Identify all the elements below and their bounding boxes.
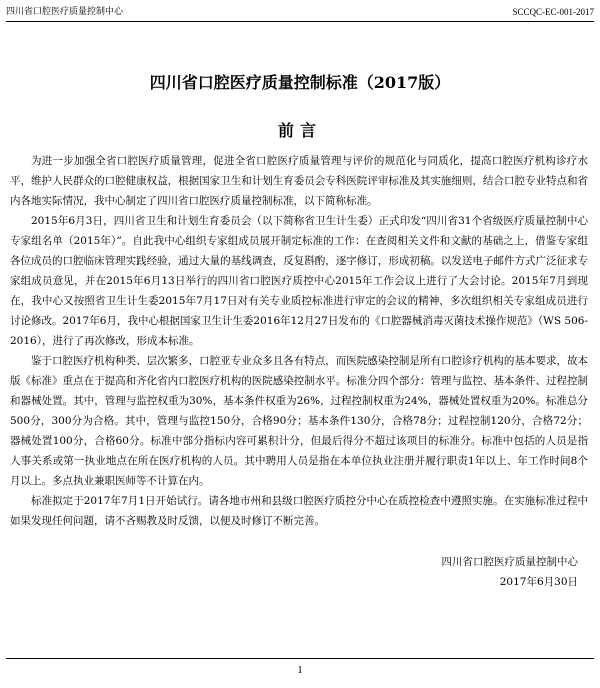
page-header — [6, 4, 594, 20]
paragraph: 鉴于口腔医疗机构种类、层次繁多，口腔亚专业众多且各有特点，而医院感染控制是所有口腔诊疗机构的基本要求，故本版《标准》重点在于提高和齐化省内口腔医疗机构的医院感染控制水平。标准分四个部分：管理与监控、基本条件、过程控制和器械处置。其中，管理与监控权重为30%，基本条件权重为26%，过程控制权重为24%，器械处置权重为20%。标准总分500分，300分为合格。其中，管理与监控150分，合格90分；基本条件130分，合格78分；过程控制120分，合格72分；器械处置100分，合格60分。标准中部分指标内容可累积计分，但最后得分不超过该项目的标准分。标准中包括的人员是指人事关系或第一执业地点在所在医疗机构的人员。其中聘用人员是指在本单位执业注册并履行职责1年以上、年工作时间8个月以上。多点执业兼职医师等不计算在内。 — [10, 355, 588, 487]
signature-block — [442, 552, 579, 592]
page-number: 1 — [297, 664, 303, 676]
header-org: 四川省口腔医疗质量控制中心 — [6, 7, 124, 17]
header-divider — [6, 21, 594, 22]
header-code: SCCQC-EC-001-2017 — [512, 7, 594, 17]
document-title: 四川省口腔医疗质量控制标准（2017版） — [149, 73, 451, 92]
signature-date: 2017年6月30日 — [499, 576, 578, 588]
paragraph: 2015年6月3日，四川省卫生和计划生育委员会（以下简称省卫生计生委）正式印发“四川省31个省级医疗质量控制中心专家组名单（2015年）”。自此我中心组织专家组成员展开制定标准的工作：在查阅相关文件和文献的基础之上，借鉴专家组各位成员的口腔临床管理实践经验，通过大量的基线调查，反复斟酌，逐字修订，形成初稿。以发送电子邮件方式广泛征求专家组成员意见，并在2015年6月13日举行的四川省口腔医疗质控中心2015年工作会议上进行了大会讨论。2015年7月到现在，我中心又按照省卫生计生委2015年7月17日对有关专业质控标准进行审定的会议的精神，多次组织相关专家组成员进行讨论修改。2017年6月，我中心根据国家卫生计生委2016年12月27日发布的《口腔器械消毒灭菌技术操作规范》（WS 506-2016），进行了再次修改，形成本标准。 — [10, 215, 589, 347]
paragraph: 标准拟定于2017年7月1日开始试行。请各地市州和县级口腔医疗质控分中心在质控检查中遵照实施。在实施标准过程中如果发现任何问题，请不吝赐教及时反馈，以便及时修订不断完善。 — [10, 495, 588, 527]
preface-body — [10, 151, 588, 531]
footer-divider — [6, 658, 594, 659]
signature-org: 四川省口腔医疗质量控制中心 — [441, 556, 578, 568]
paragraph: 为进一步加强全省口腔医疗质量管理，促进全省口腔医疗质量管理与评价的规范化与同质化，提高口腔医疗机构诊疗水平，维护人民群众的口腔健康权益，根据国家卫生和计划生育委员会专科医院评审标准及其实施细则，结合口腔专业特点和省内各地实际情况，我中心制定了四川省口腔医疗质量控制标准，以下简称标准。 — [10, 155, 588, 207]
section-title: 前言 — [277, 121, 322, 140]
